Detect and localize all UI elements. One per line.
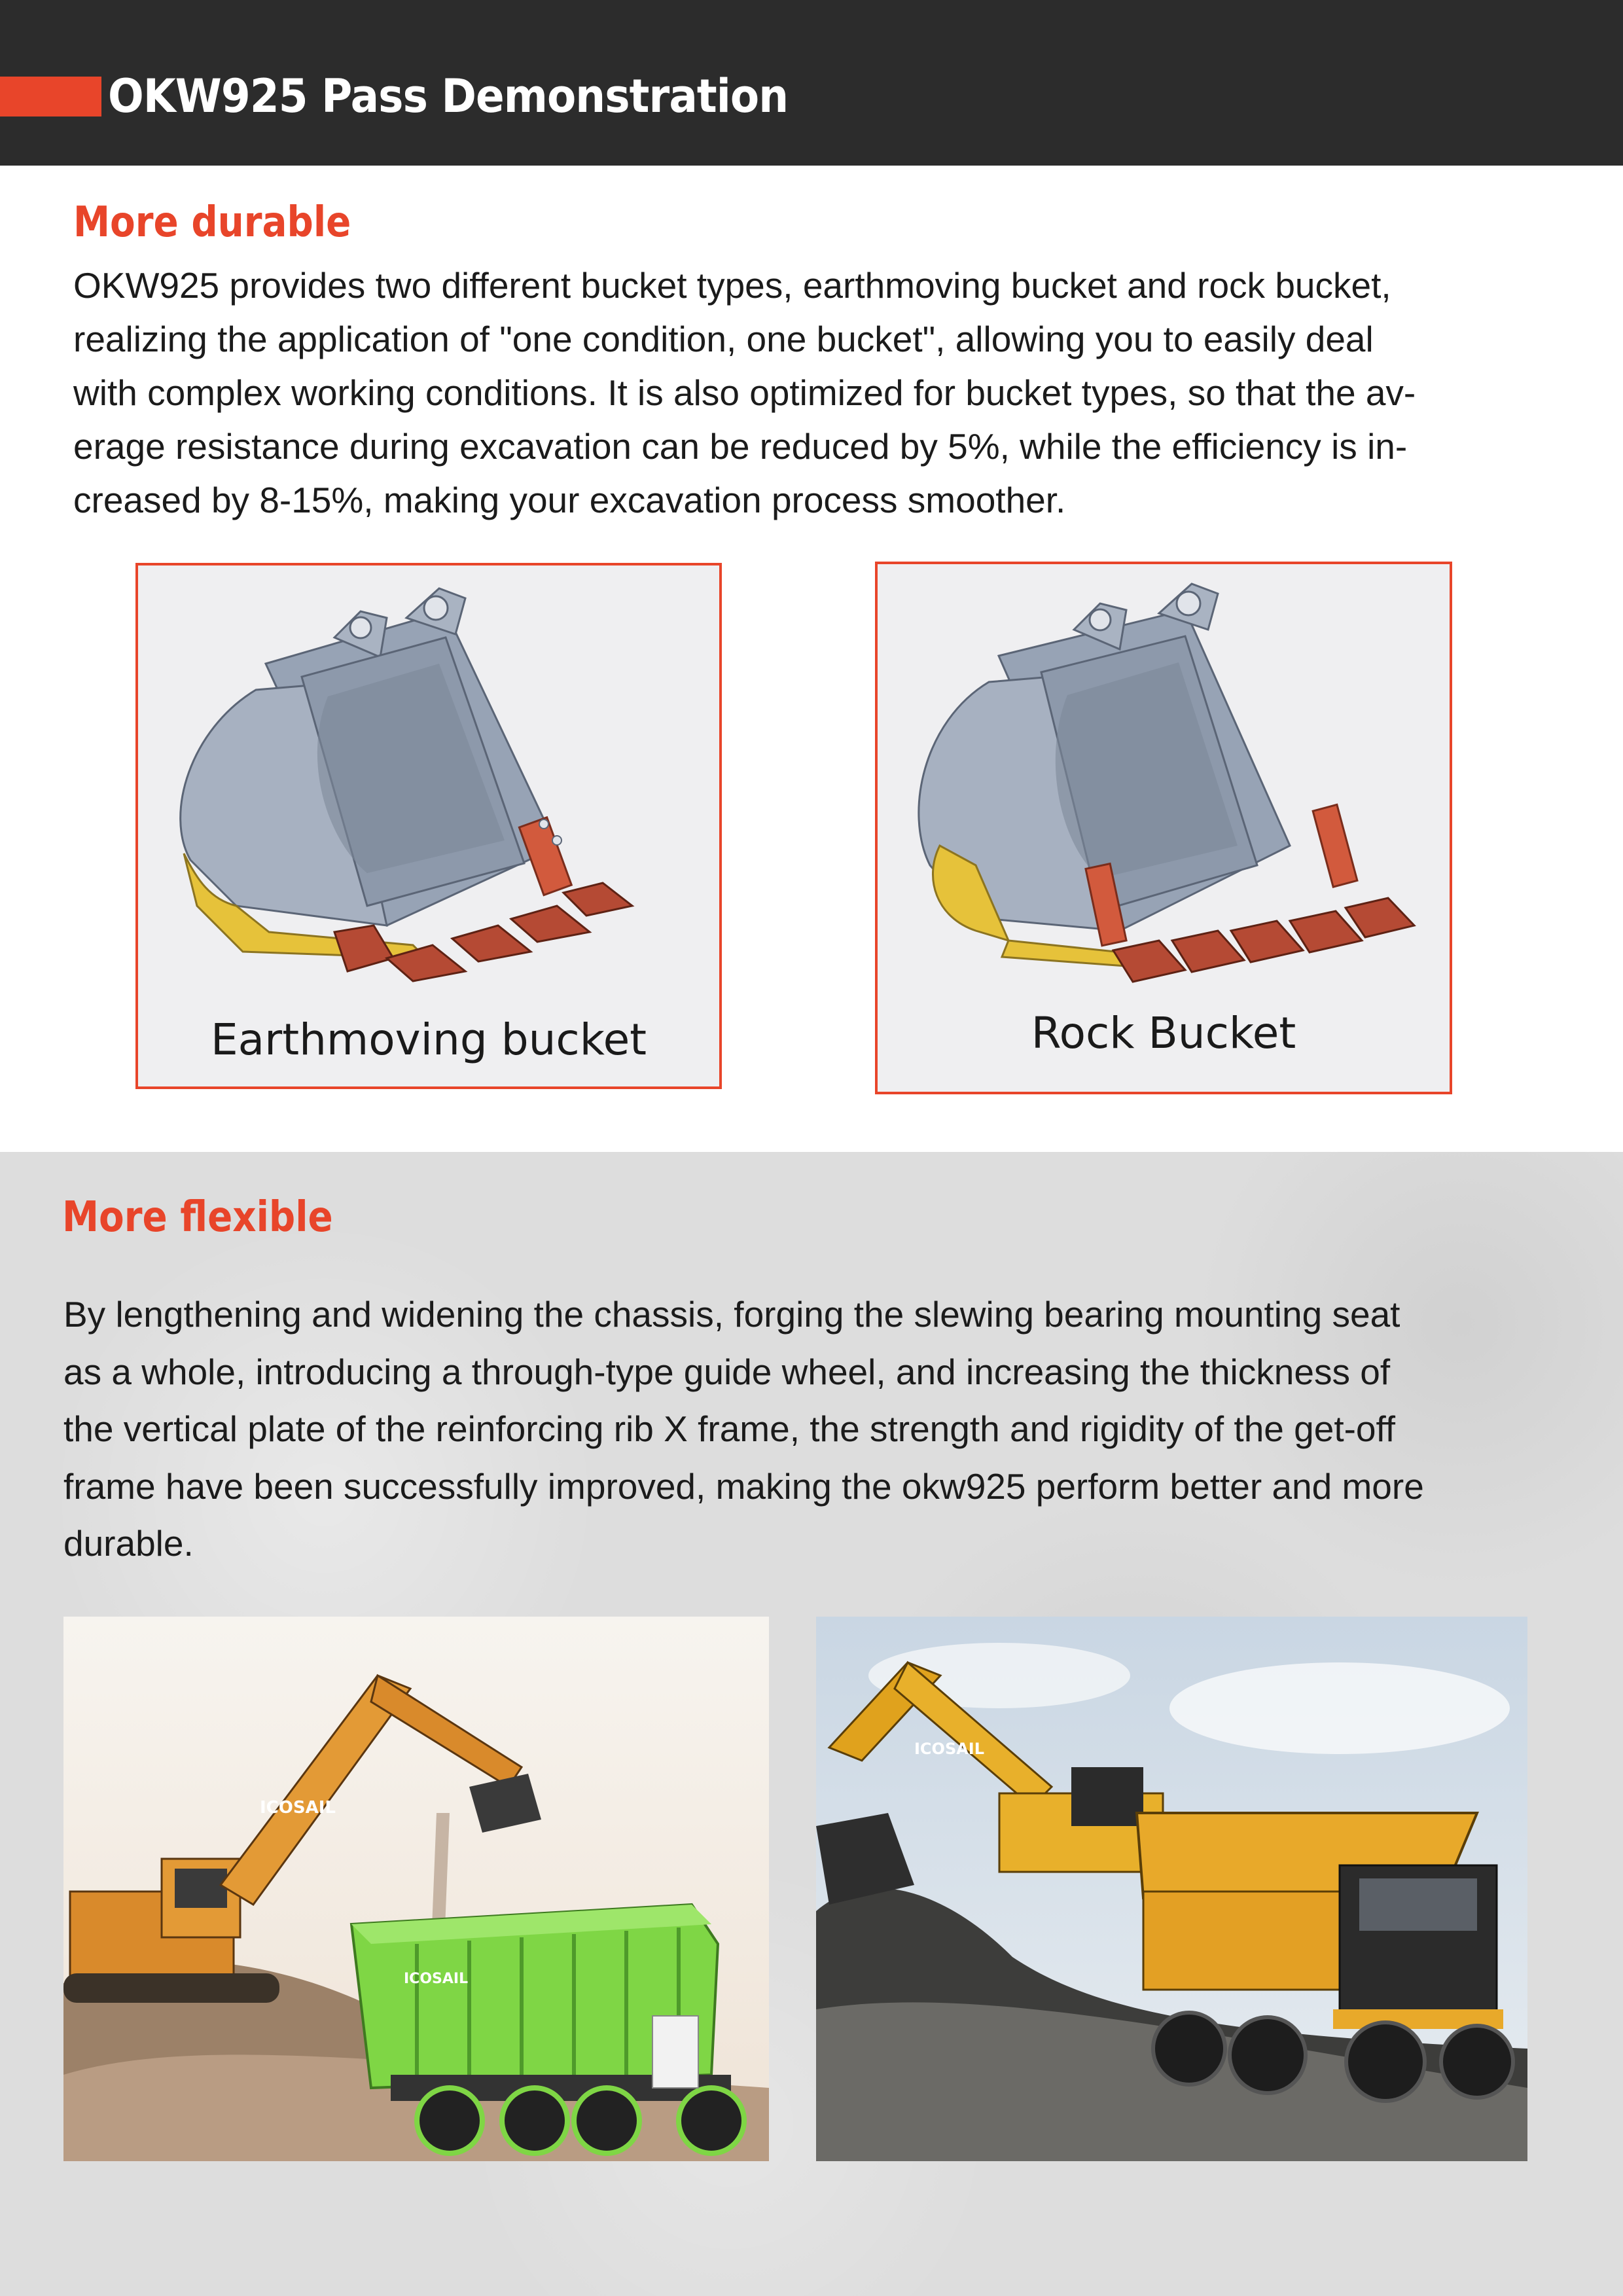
flexible-line: By lengthening and widening the chassis, forging the slewing bearing mounting seat	[63, 1294, 1400, 1335]
durable-line: erage resistance during excavation can be reduced by 5%, while the efficiency is in-	[73, 426, 1408, 467]
durable-line: OKW925 provides two different bucket types, earthmoving bucket and rock bucket,	[73, 265, 1391, 306]
durable-line: with complex working conditions. It is also optimized for bucket types, so that the av-	[73, 372, 1416, 413]
flexible-line: the vertical plate of the reinforcing rib X frame, the strength and rigidity of the get-off	[63, 1408, 1396, 1449]
rock-bucket-card	[875, 562, 1452, 1094]
durable-paragraph	[73, 259, 1578, 527]
page-header	[0, 0, 1623, 166]
flexible-line: frame have been successfully improved, making the okw925 perform better and more	[63, 1465, 1424, 1507]
durable-line: creased by 8-15%, making your excavation process smoother.	[73, 480, 1066, 520]
durable-heading: More durable	[73, 198, 351, 247]
flexible-line: durable.	[63, 1523, 194, 1564]
rock-bucket-label: Rock Bucket	[1031, 1008, 1296, 1058]
excavator-brand-text: ICOSAIL	[260, 1798, 336, 1818]
excavator-brand-text: ICOSAIL	[914, 1740, 985, 1758]
earthmoving-bucket-card	[135, 563, 722, 1089]
excavator-mining-truck-photo	[816, 1617, 1527, 2161]
earthmoving-bucket-illustration	[138, 565, 719, 1086]
flexible-paragraph	[63, 1286, 1588, 1573]
excavator-loading-truck-photo	[63, 1617, 769, 2161]
flexible-line: as a whole, introducing a through-type guide wheel, and increasing the thickness of	[63, 1351, 1391, 1392]
earthmoving-bucket-label: Earthmoving bucket	[210, 1014, 647, 1065]
truck-brand-text: ICOSAIL	[404, 1971, 469, 1987]
header-accent-bar	[0, 77, 101, 117]
durable-line: realizing the application of "one condition, one bucket", allowing you to easily deal	[73, 319, 1374, 359]
flexible-heading: More flexible	[62, 1193, 333, 1242]
page-title: OKW925 Pass Demonstration	[108, 69, 789, 123]
